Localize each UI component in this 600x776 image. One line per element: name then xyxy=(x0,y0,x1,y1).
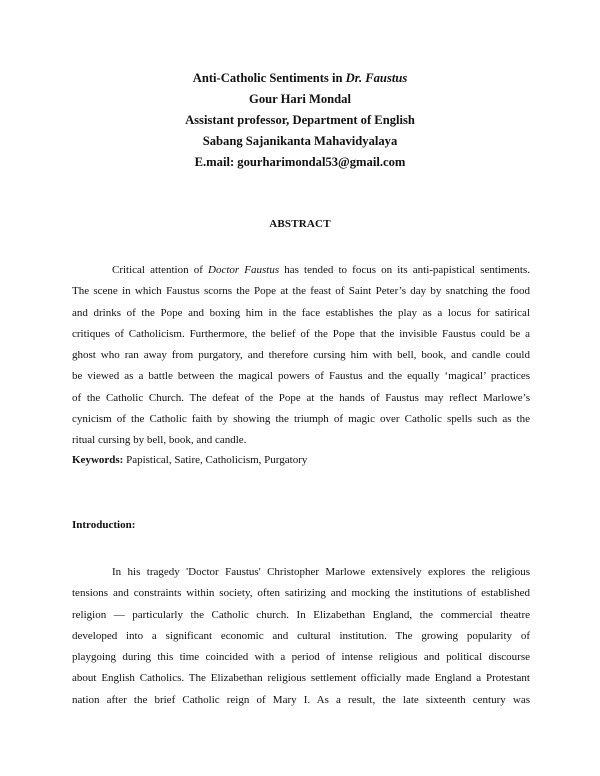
paper-title xyxy=(0,68,600,89)
introduction-line: developed into a significant economic and cultural institution. The growing popularity of xyxy=(72,629,530,642)
paper-header xyxy=(0,68,600,173)
abstract-line: The scene in which Faustus scorns the Pope at the feast of Saint Peter’s day by snatching the food xyxy=(72,285,530,298)
author-institution: Sabang Sajanikanta Mahavidyalaya xyxy=(202,134,398,148)
abstract-line: ritual cursing by bell, book, and candle. xyxy=(72,434,247,447)
paper-title-text: Anti-Catholic Sentiments in xyxy=(192,71,346,85)
abstract-line: critiques of Catholicism. Furthermore, the belief of the Pope that the invisible Faustus could be a xyxy=(72,327,530,340)
abstract-heading: ABSTRACT xyxy=(269,218,331,230)
abstract-line xyxy=(72,260,530,281)
abstract-line: of the Catholic Church. The defeat of the Pope at the hands of Faustus may reflect Marlowe’s xyxy=(72,391,530,404)
introduction-line: religion — particularly the Catholic church. In Elizabethan England, the commercial theatre xyxy=(72,608,530,621)
introduction-line: playgoing during this time coincided with a period of intense religious and political discourse xyxy=(72,651,530,664)
abstract-line: cynicism of the Catholic faith by showing the triumph of magic over Catholic spells such as the xyxy=(72,413,530,426)
abstract-line-text: has tended to focus on its anti-papistical sentiments. xyxy=(279,264,530,276)
abstract-line: be viewed as a battle between the magical powers of Faustus and the equally ‘magical’ practices xyxy=(72,370,530,383)
introduction-line: nation after the brief Catholic reign of Mary I. As a result, the late sixteenth century was xyxy=(72,693,530,706)
abstract-line: ghost who ran away from purgatory, and therefore cursing him with bell, book, and candle could xyxy=(72,349,530,362)
paper-title-italic: Dr. Faustus xyxy=(345,71,408,85)
author-email: E.mail: gourharimondal53@gmail.com xyxy=(194,155,406,169)
abstract-line-text: Critical attention of xyxy=(112,264,209,276)
introduction-heading: Introduction: xyxy=(72,519,136,531)
keywords-value: Papistical, Satire, Catholicism, Purgatory xyxy=(123,454,308,466)
author-position: Assistant professor, Department of English xyxy=(185,113,415,127)
abstract-line: and drinks of the Pope and boxing him in the face establishes the play as a locus for satirical xyxy=(72,306,530,319)
abstract-line-italic: Doctor Faustus xyxy=(208,264,280,276)
keywords-label: Keywords: xyxy=(72,454,124,466)
author-name: Gour Hari Mondal xyxy=(249,92,351,106)
introduction-line: about English Catholics. The Elizabethan religious settlement officially made England a Protestant xyxy=(72,672,530,685)
abstract-paragraph xyxy=(72,260,530,452)
keywords-line xyxy=(72,454,307,466)
introduction-line: In his tragedy 'Doctor Faustus' Christopher Marlowe extensively explores the religious xyxy=(112,566,530,578)
introduction-line: tensions and constraints within society, often satirizing and mocking the institutions of established xyxy=(72,587,530,600)
introduction-paragraph xyxy=(72,562,530,711)
